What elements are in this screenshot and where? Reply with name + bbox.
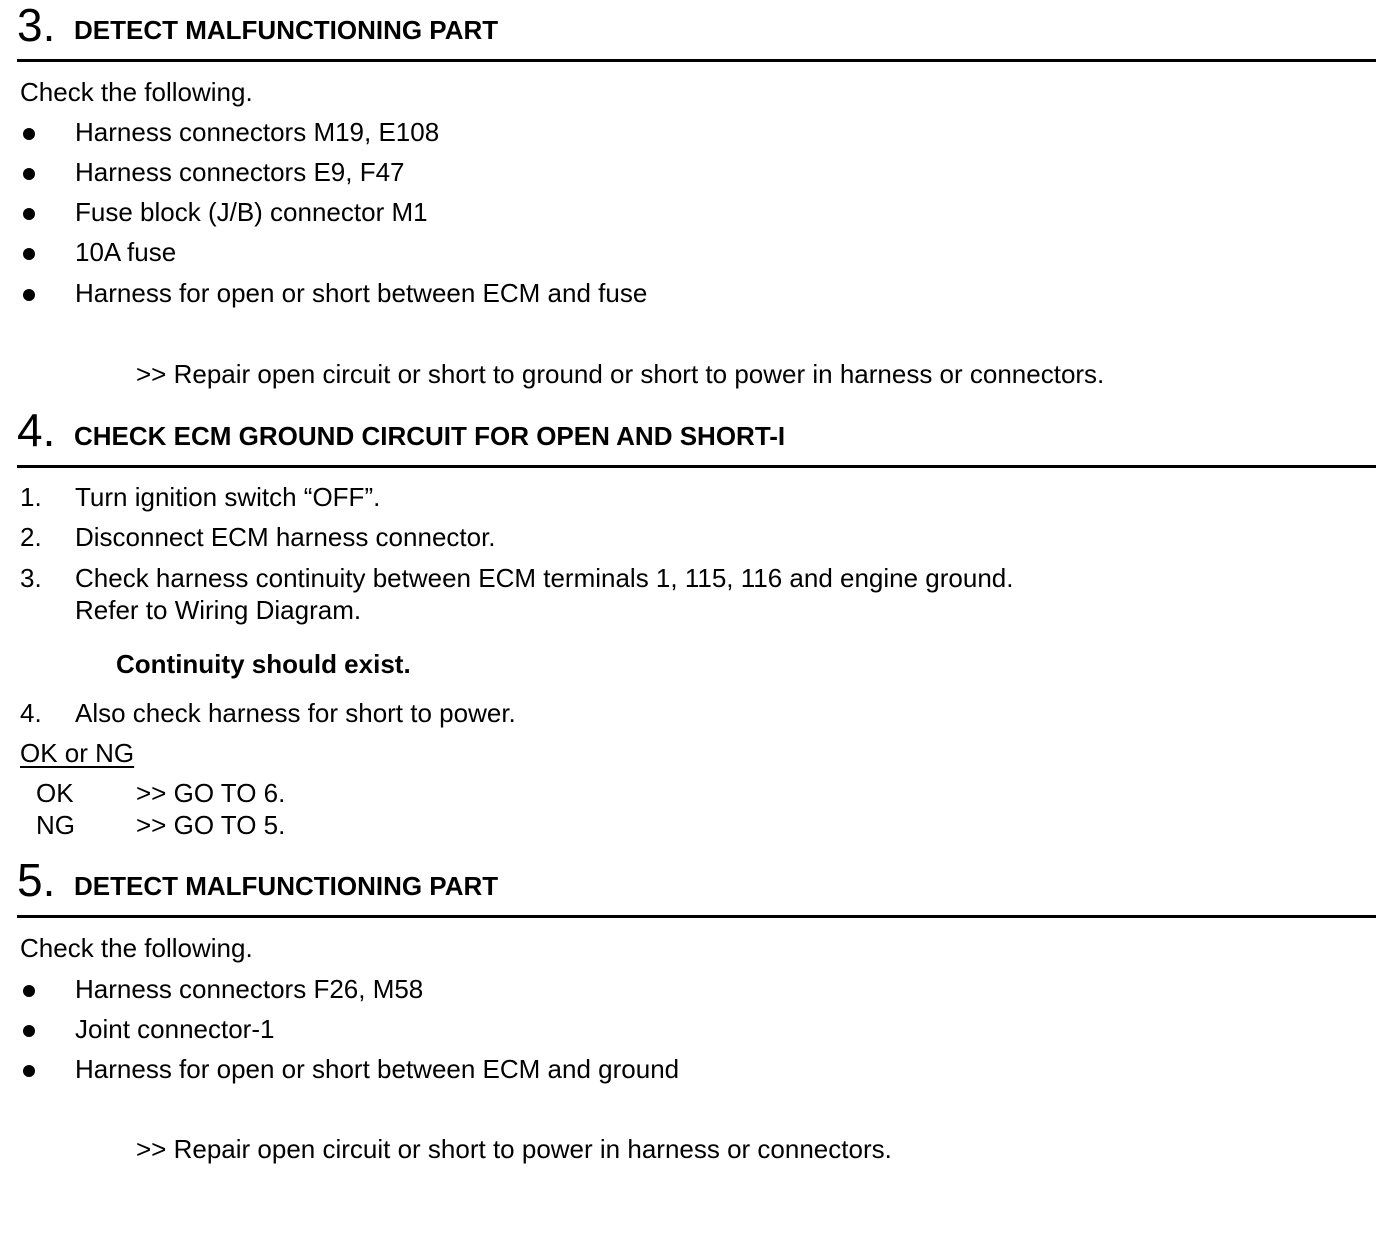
- bullet-icon: [23, 985, 35, 997]
- step-5-bullet-3: Harness for open or short between ECM and ground: [75, 1054, 680, 1084]
- bullet-icon: [23, 289, 35, 301]
- step-4-number: 4.: [17, 404, 56, 456]
- bullet-icon: [23, 1065, 35, 1077]
- step-4-rule: [17, 465, 1376, 468]
- step-3-result: >> Repair open circuit or short to ground or short to power in harness or connectors.: [136, 359, 1105, 389]
- step-4-item-3-num: 3.: [20, 563, 42, 593]
- step-3-bullet-4: 10A fuse: [75, 237, 177, 267]
- step-4-item-1-num: 1.: [20, 482, 42, 512]
- step-3-title: DETECT MALFUNCTIONING PART: [74, 15, 499, 45]
- step-5-number: 5.: [17, 854, 56, 906]
- step-3-bullet-3: Fuse block (J/B) connector M1: [75, 197, 428, 227]
- step-3-bullet-2: Harness connectors E9, F47: [75, 157, 405, 187]
- step-4-item-3-text: Check harness continuity between ECM terminals 1, 115, 116 and engine ground.: [75, 563, 1014, 593]
- ok-ng-label: OK or NG: [20, 738, 135, 768]
- bullet-icon: [23, 168, 35, 180]
- bullet-icon: [23, 1025, 35, 1037]
- step-5-bullet-2: Joint connector-1: [75, 1014, 275, 1044]
- step-4-item-4-text: Also check harness for short to power.: [75, 698, 516, 728]
- step-3-bullet-5: Harness for open or short between ECM and fuse: [75, 278, 648, 308]
- step-5-intro: Check the following.: [20, 933, 253, 963]
- step-5-rule: [17, 915, 1376, 918]
- step-3-bullet-1: Harness connectors M19, E108: [75, 117, 440, 147]
- bullet-icon: [23, 248, 35, 260]
- step-5-title: DETECT MALFUNCTIONING PART: [74, 871, 499, 901]
- step-4-item-1-text: Turn ignition switch “OFF”.: [75, 482, 381, 512]
- step-3-rule: [17, 59, 1376, 62]
- step-4-item-2-text: Disconnect ECM harness connector.: [75, 522, 496, 552]
- bullet-icon: [23, 128, 35, 140]
- outcome-ng-action: >> GO TO 5.: [136, 810, 286, 840]
- step-4-item-3-text-2: Refer to Wiring Diagram.: [75, 595, 362, 625]
- step-5-bullet-1: Harness connectors F26, M58: [75, 974, 424, 1004]
- outcome-ok-action: >> GO TO 6.: [136, 778, 286, 808]
- step-4-spec: Continuity should exist.: [116, 649, 411, 679]
- step-4-title: CHECK ECM GROUND CIRCUIT FOR OPEN AND SHORT-I: [74, 421, 786, 451]
- step-4-item-2-num: 2.: [20, 522, 42, 552]
- step-4-item-4-num: 4.: [20, 698, 42, 728]
- outcome-ng-label: NG: [36, 810, 75, 840]
- outcome-ok-label: OK: [36, 778, 74, 808]
- bullet-icon: [23, 208, 35, 220]
- step-3-number: 3.: [17, 0, 56, 51]
- step-3-intro: Check the following.: [20, 77, 253, 107]
- step-5-result: >> Repair open circuit or short to power in harness or connectors.: [136, 1134, 892, 1164]
